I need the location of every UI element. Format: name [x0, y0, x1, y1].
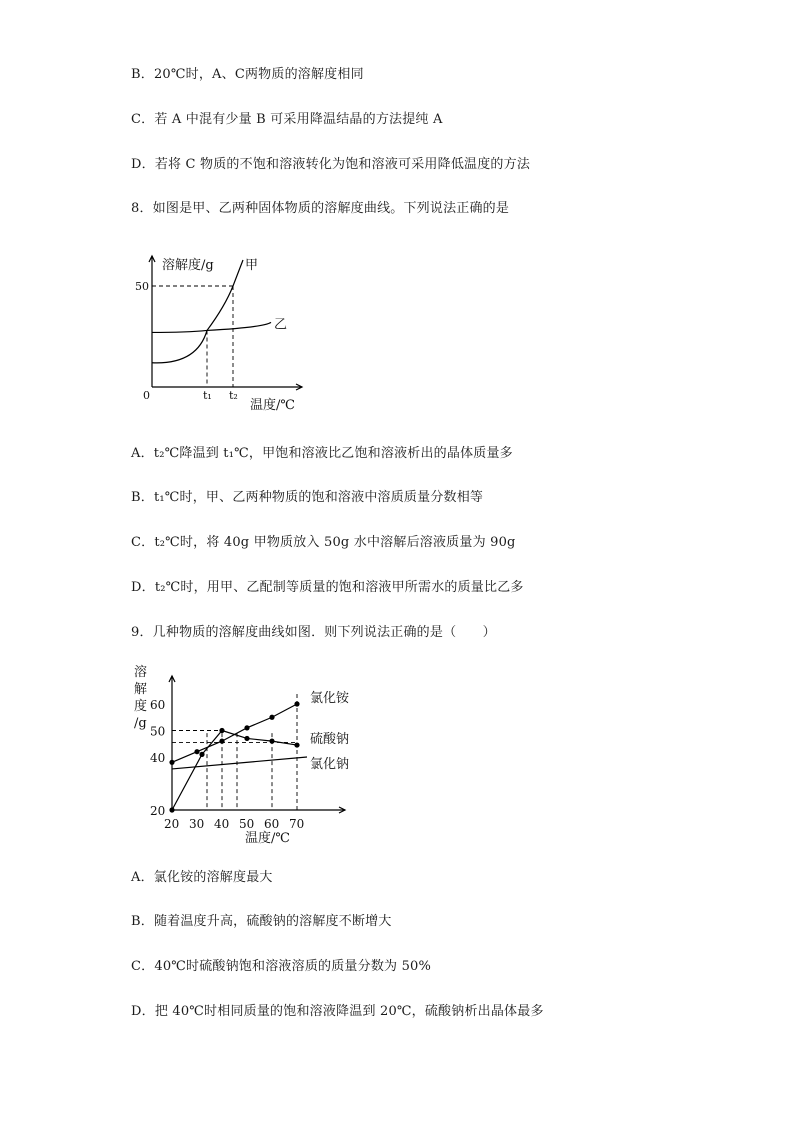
y-axis-label: 溶解度/g — [162, 258, 214, 273]
q8-option-b: B．t₁℃时，甲、乙两种物质的饱和溶液中溶质质量分数相等 — [131, 490, 484, 505]
x-tick-label: 40 — [214, 817, 230, 831]
q7-option-d: D．若将 C 物质的不饱和溶液转化为饱和溶液可采用降低温度的方法 — [131, 157, 531, 172]
series-label-jia: 甲 — [245, 258, 259, 273]
data-point — [219, 728, 224, 733]
y-tick-label: 60 — [150, 698, 166, 712]
series-label-yi: 乙 — [274, 317, 288, 333]
series-label-sodium-chloride: 氯化钠 — [310, 757, 350, 772]
x-tick-label: t₁ — [203, 389, 212, 402]
x-tick-label: 20 — [164, 817, 180, 831]
y-tick-label: 50 — [150, 724, 166, 739]
series-label-ammonium-chloride: 氯化铵 — [310, 691, 350, 706]
y-axis-label: /g — [134, 716, 147, 731]
x-tick-label: t₂ — [229, 389, 238, 402]
y-axis-label: 解 — [134, 682, 148, 697]
y-axis-label: 溶 — [134, 665, 148, 680]
data-point — [169, 760, 174, 765]
q7-option-c: C．若 A 中混有少量 B 可采用降温结晶的方法提纯 A — [131, 112, 443, 127]
q8-option-c: C．t₂℃时，将 40g 甲物质放入 50g 水中溶解后溶液质量为 90g — [131, 535, 516, 550]
x-tick-label: 50 — [239, 817, 255, 831]
data-point — [269, 715, 274, 720]
x-tick-label: 70 — [289, 817, 305, 831]
x-tick-label: 30 — [189, 817, 205, 831]
series-line-ammonium-chloride — [172, 704, 297, 762]
y-tick-label: 20 — [150, 804, 166, 818]
question-8-stem: 8．如图是甲、乙两种固体物质的溶解度曲线。下列说法正确的是 — [131, 201, 510, 216]
data-point — [199, 752, 204, 757]
data-point — [294, 742, 299, 747]
data-point — [169, 807, 174, 812]
y-tick-label: 40 — [150, 751, 166, 765]
q9-option-c: C．40℃时硫酸钠饱和溶液溶质的质量分数为 50% — [131, 959, 432, 974]
series-label-sodium-sulfate: 硫酸钠 — [310, 732, 350, 747]
x-tick-label: 60 — [264, 817, 280, 831]
solubility-chart-q9 — [128, 662, 388, 852]
data-point — [194, 749, 199, 754]
series-line-sodium-chloride — [172, 757, 307, 769]
x-axis-label: 温度/℃ — [245, 831, 290, 846]
data-point — [269, 739, 274, 744]
q9-option-d: D．把 40℃时相同质量的饱和溶液降温到 20℃，硫酸钠析出晶体最多 — [131, 1004, 544, 1019]
origin-label: 0 — [143, 389, 150, 402]
data-point — [219, 739, 224, 744]
q9-option-b: B．随着温度升高，硫酸钠的溶解度不断增大 — [131, 914, 392, 929]
data-point — [294, 701, 299, 706]
q8-option-d: D．t₂℃时，用甲、乙配制等质量的饱和溶液甲所需水的质量比乙多 — [131, 580, 524, 595]
q8-option-a: A．t₂℃降温到 t₁℃，甲饱和溶液比乙饱和溶液析出的晶体质量多 — [131, 446, 513, 461]
q7-option-b: B．20℃时，A、C两物质的溶解度相同 — [131, 67, 364, 82]
question-9-stem: 9．几种物质的溶解度曲线如图．则下列说法正确的是（ ） — [131, 625, 496, 640]
data-point — [244, 736, 249, 741]
y-tick-label: 50 — [135, 280, 149, 293]
series-line-sodium-sulfate — [172, 731, 297, 811]
series-line-jia — [152, 260, 243, 363]
y-axis-label: 度 — [134, 699, 148, 714]
x-axis-label: 温度/℃ — [250, 398, 295, 413]
solubility-chart-q8 — [135, 246, 335, 416]
q9-option-a: A．氯化铵的溶解度最大 — [131, 870, 273, 885]
data-point — [244, 725, 249, 730]
